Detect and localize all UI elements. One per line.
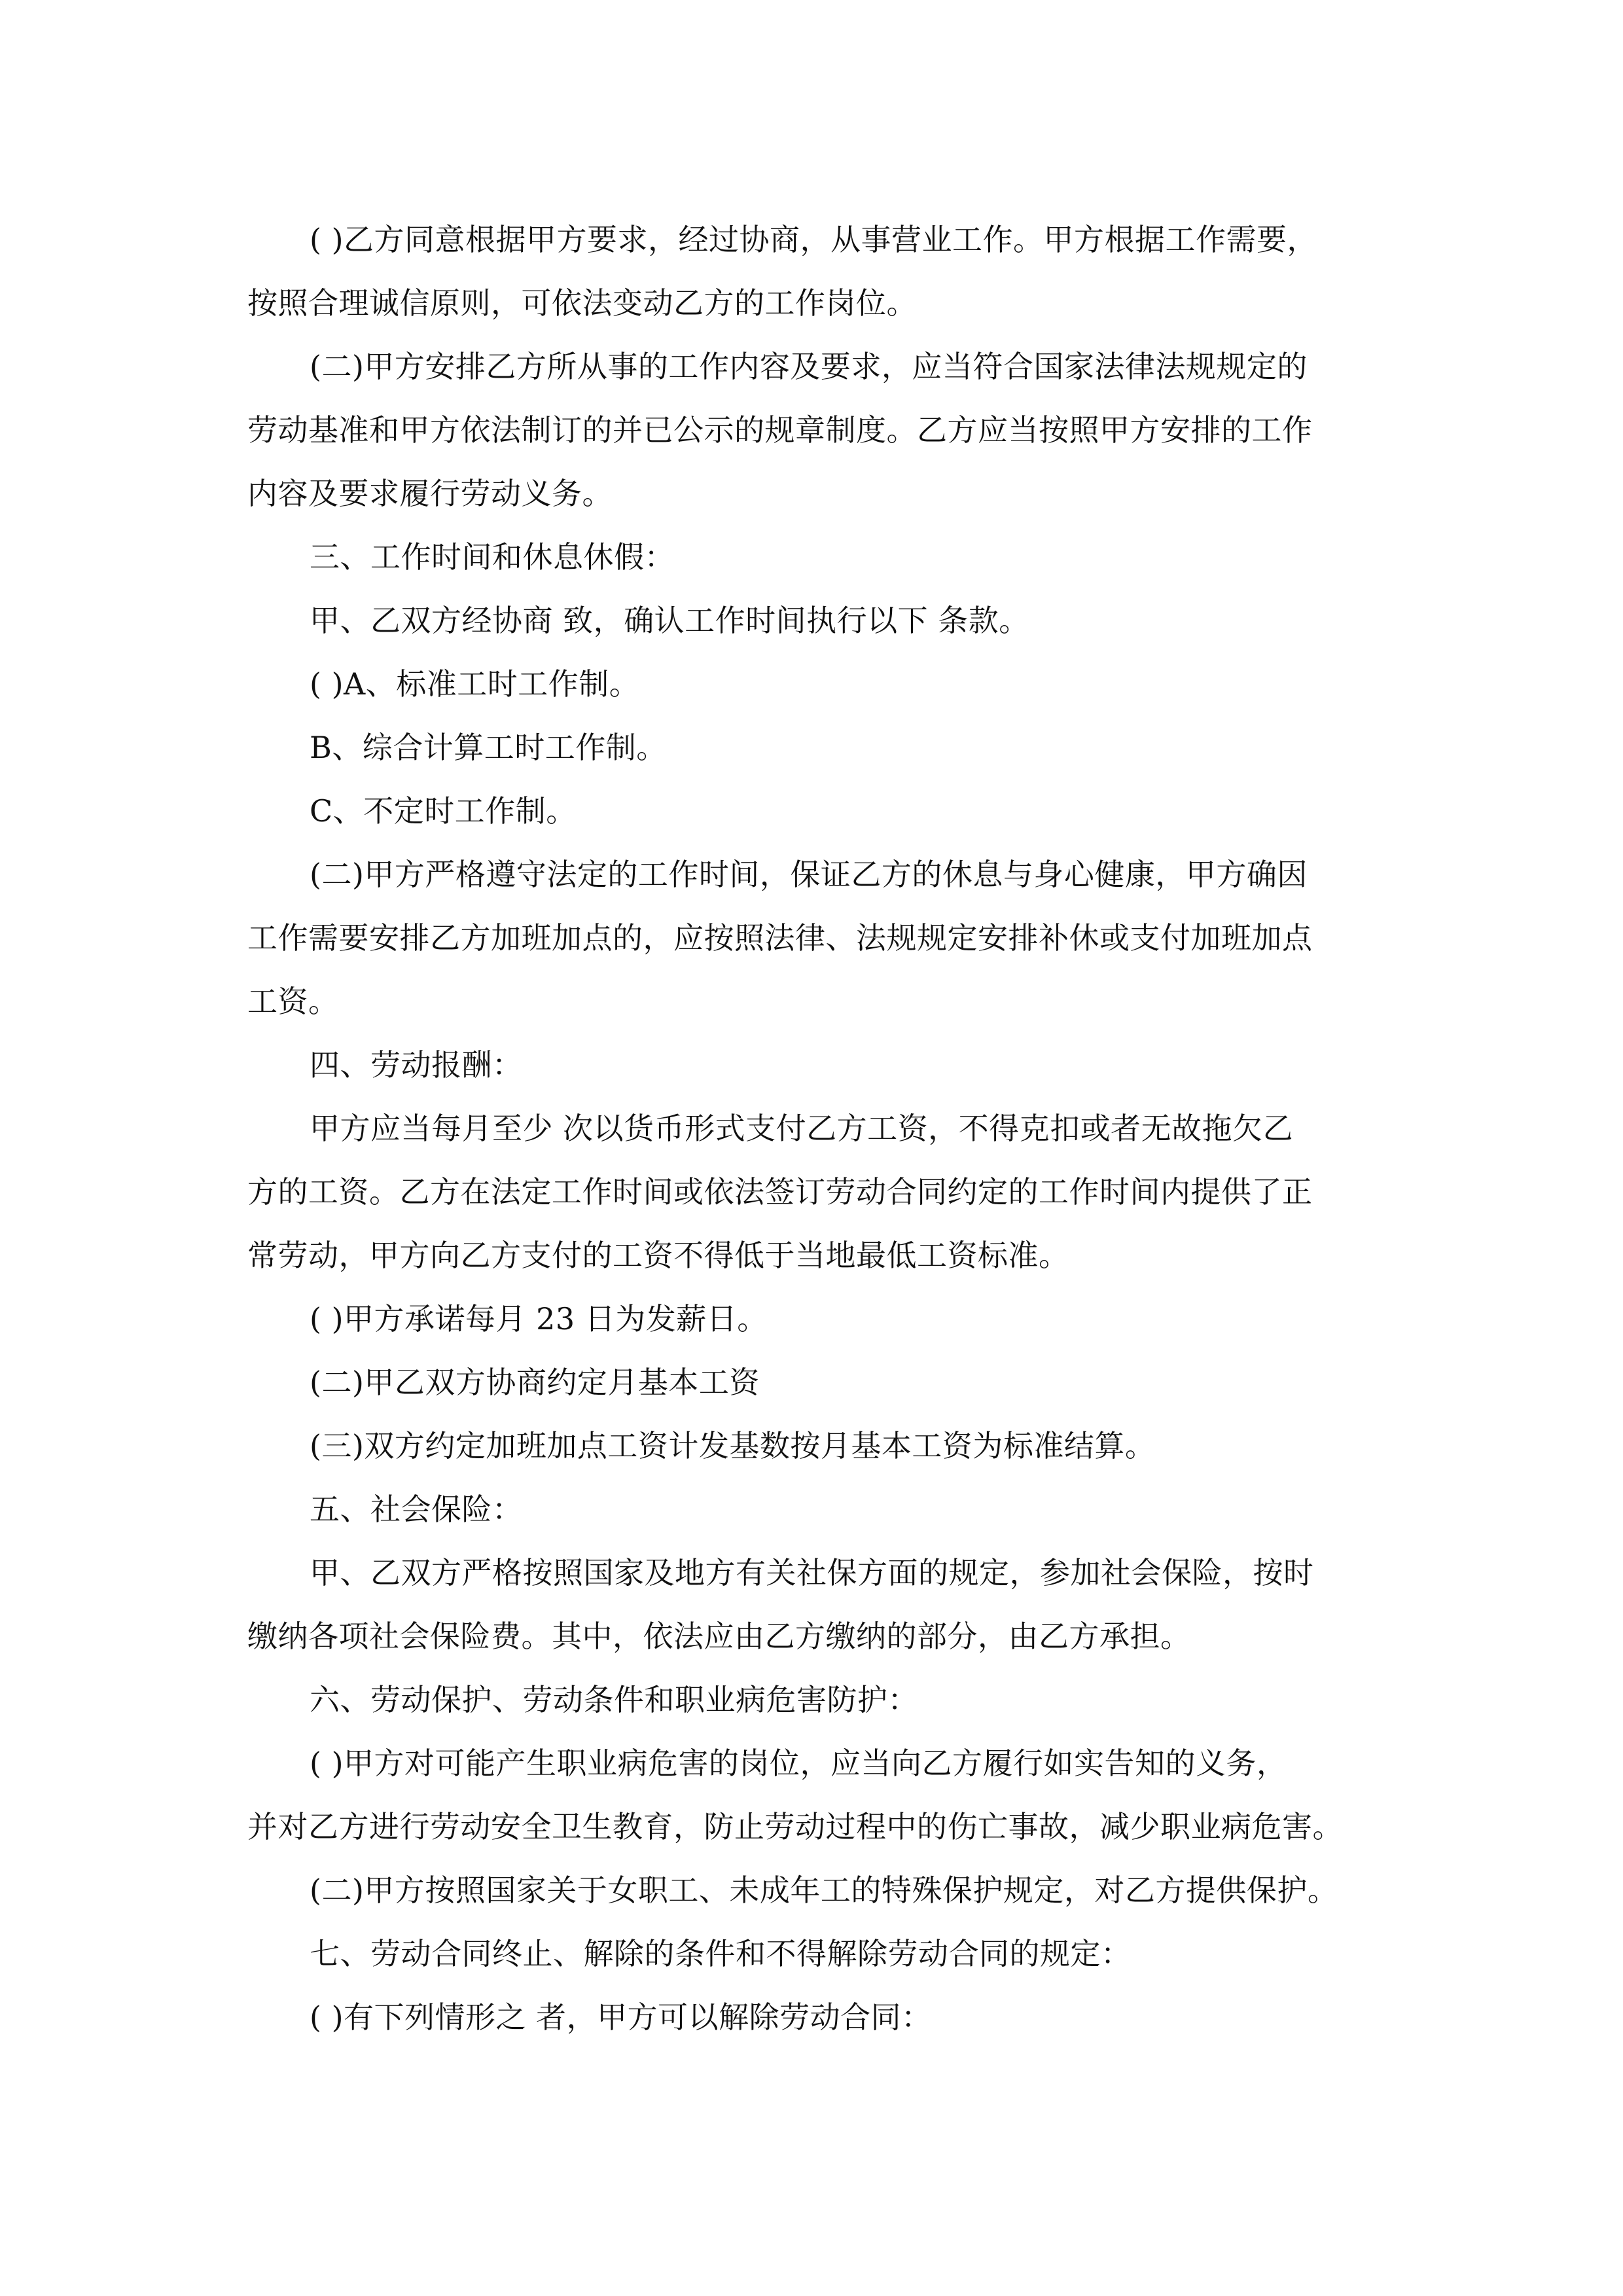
para-work-content (247, 335, 1393, 526)
text-line: 甲、乙双方严格按照国家及地方有关社保方面的规定，参加社会保险，按时 (310, 1555, 1314, 1590)
para-wage-payment (247, 1097, 1393, 1287)
option-b-comprehensive (247, 716, 1393, 780)
para-payday (247, 1287, 1393, 1351)
text-line: 内容及要求履行劳动义务。 (247, 476, 613, 511)
heading-remuneration (247, 1033, 1393, 1097)
text-line: ( )乙方同意根据甲方要求，经过协商，从事营业工作。甲方根据工作需要， (310, 222, 1318, 257)
para-social-insurance (247, 1541, 1393, 1668)
contract-body (247, 208, 1393, 2049)
para-work-time-agree (247, 589, 1393, 653)
option-c-irregular (247, 780, 1393, 843)
text-line: 甲、乙双方经协商 致，确认工作时间执行以下 条款。 (310, 603, 1029, 638)
text-line: 七、劳动合同终止、解除的条件和不得解除劳动合同的规定： (310, 1936, 1132, 1971)
text-line: 按照合理诚信原则，可依法变动乙方的工作岗位。 (247, 285, 917, 321)
text-line: 工作需要安排乙方加班加点的，应按照法律、法规规定安排补休或支付加班加点 (247, 920, 1313, 956)
text-line: B、综合计算工时工作制。 (310, 730, 667, 765)
heading-labor-protection (247, 1668, 1393, 1732)
para-work-assignment (247, 208, 1393, 335)
para-termination-cases (247, 1986, 1393, 2049)
para-special-protection (247, 1859, 1393, 1922)
text-line: (二)甲方安排乙方所从事的工作内容及要求，应当符合国家法律法规规定的 (310, 349, 1308, 384)
text-line: 六、劳动保护、劳动条件和职业病危害防护： (310, 1682, 918, 1717)
para-overtime-base (247, 1414, 1393, 1478)
text-line: 并对乙方进行劳动安全卫生教育，防止劳动过程中的伤亡事故，减少职业病危害。 (247, 1809, 1343, 1844)
option-a-standard (247, 653, 1393, 716)
text-line: 四、劳动报酬： (310, 1047, 523, 1083)
text-line: 甲方应当每月至少 次以货币形式支付乙方工资，不得克扣或者无故拖欠乙 (310, 1111, 1294, 1146)
text-line: ( )A、标准工时工作制。 (310, 666, 640, 702)
heading-work-time (247, 526, 1393, 589)
text-line: 五、社会保险： (310, 1492, 523, 1527)
text-line: ( )有下列情形之 者，甲方可以解除劳动合同： (310, 2000, 932, 2035)
text-line: 三、工作时间和休息休假： (310, 539, 675, 575)
para-base-wage (247, 1351, 1393, 1414)
text-line: ( )甲方承诺每月 23 日为发薪日。 (310, 1301, 768, 1336)
heading-termination (247, 1922, 1393, 1986)
heading-social-insurance (247, 1478, 1393, 1541)
para-overtime (247, 843, 1393, 1033)
text-line: (二)甲方严格遵守法定的工作时间，保证乙方的休息与身心健康，甲方确因 (310, 857, 1308, 892)
para-occupational-hazard (247, 1732, 1393, 1859)
text-line: 常劳动，甲方向乙方支付的工资不得低于当地最低工资标准。 (247, 1238, 1069, 1273)
text-line: C、不定时工作制。 (310, 793, 577, 829)
text-line: 工资。 (247, 984, 339, 1019)
text-line: (二)甲乙双方协商约定月基本工资 (310, 1365, 760, 1400)
text-line: (三)双方约定加班加点工资计发基数按月基本工资为标准结算。 (310, 1428, 1156, 1463)
text-line: 缴纳各项社会保险费。其中，依法应由乙方缴纳的部分，由乙方承担。 (247, 1619, 1191, 1654)
text-line: (二)甲方按照国家关于女职工、未成年工的特殊保护规定，对乙方提供保护。 (310, 1873, 1338, 1908)
text-line: ( )甲方对可能产生职业病危害的岗位，应当向乙方履行如实告知的义务， (310, 1746, 1287, 1781)
text-line: 方的工资。乙方在法定工作时间或依法签订劳动合同约定的工作时间内提供了正 (247, 1174, 1313, 1210)
text-line: 劳动基准和甲方依法制订的并已公示的规章制度。乙方应当按照甲方安排的工作 (247, 412, 1313, 448)
